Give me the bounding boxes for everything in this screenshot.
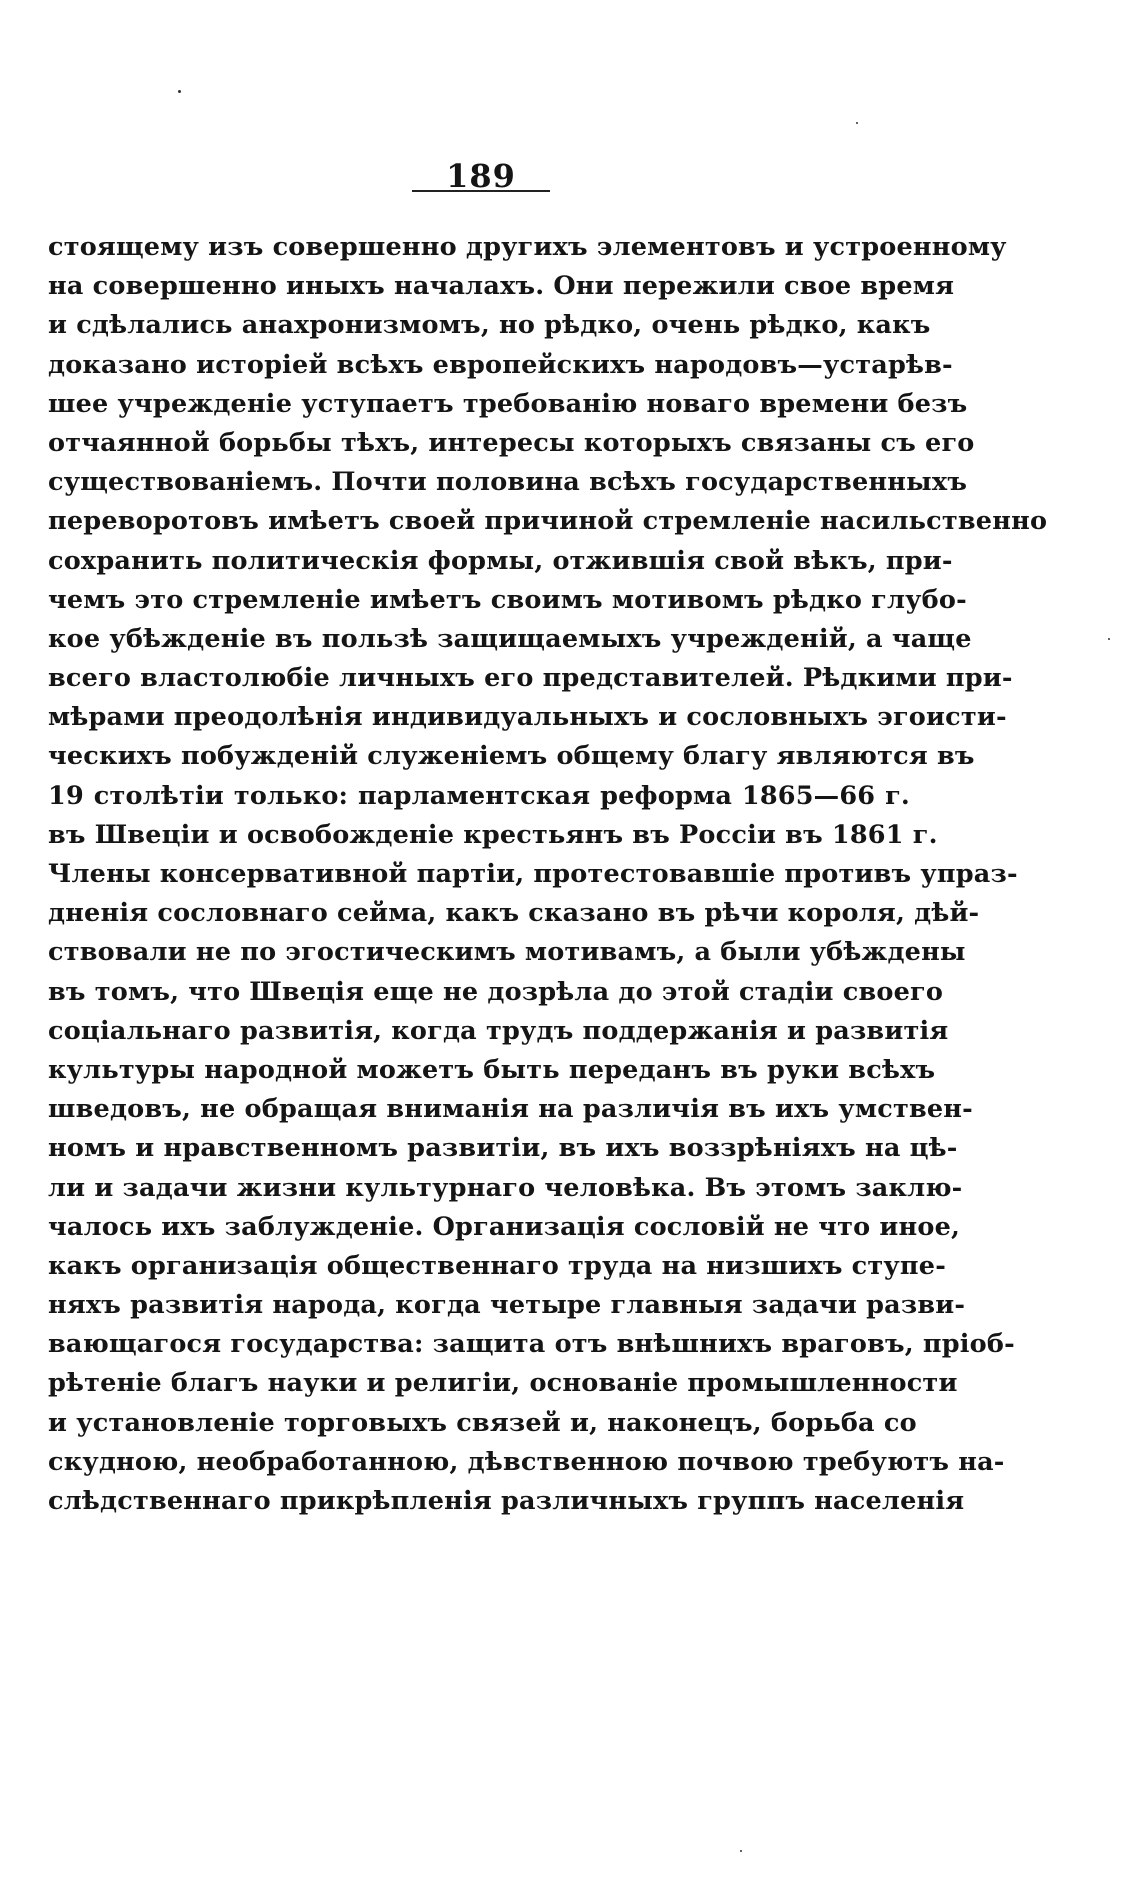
- text-line: стоящему изъ совершенно другихъ элементовъ и устроенному: [48, 232, 1007, 262]
- text-line: ческихъ побужденій служеніемъ общему благу являются въ: [48, 741, 975, 772]
- text-line: кое убѣжденіе въ пользѣ защищаемыхъ учрежденій, а чаще: [48, 623, 972, 654]
- text-line: слѣдственнаго прикрѣпленія различныхъ группъ населенія: [48, 1486, 965, 1516]
- text-line: на совершенно иныхъ началахъ. Они пережили свое время: [48, 271, 955, 302]
- text-line: мѣрами преодолѣнія индивидуальныхъ и сословныхъ эгоисти-: [48, 702, 1007, 733]
- text-line: Члены консервативной партіи, протестовавшіе противъ упраз-: [48, 859, 1018, 889]
- text-line: и сдѣлались анахронизмомъ, но рѣдко, очень рѣдко, какъ: [48, 310, 931, 341]
- text-line: шее учрежденіе уступаетъ требованію новаго времени безъ: [48, 388, 968, 419]
- text-line: номъ и нравственномъ развитіи, въ ихъ воззрѣніяхъ на цѣ-: [48, 1133, 958, 1164]
- text-line: дненія сословнаго сейма, какъ сказано въ рѣчи короля, дѣй-: [48, 898, 980, 929]
- text-line: шведовъ, не обращая вниманія на различія въ ихъ умствен-: [48, 1094, 973, 1125]
- text-line: няхъ развитія народа, когда четыре главныя задачи разви-: [48, 1290, 966, 1321]
- text-line: чалось ихъ заблужденіе. Организація сословій не что иное,: [48, 1211, 961, 1242]
- text-line: отчаянной борьбы тѣхъ, интересы которыхъ связаны съ его: [48, 427, 975, 458]
- text-line: сохранить политическія формы, отжившія свой вѣкъ, при-: [48, 545, 953, 576]
- text-line: и установленіе торговыхъ связей и, наконецъ, борьба со: [48, 1407, 917, 1438]
- scan-speck: [856, 122, 858, 124]
- scan-speck: [1108, 638, 1110, 640]
- body-text: [48, 228, 1048, 1521]
- page-number: 189: [446, 157, 516, 195]
- text-line: ствовали не по эгостическимъ мотивамъ, а были убѣждены: [48, 937, 966, 968]
- text-line: 19 столѣтіи только: парламентская реформа 1865—66 г.: [48, 780, 910, 811]
- scan-speck: [178, 90, 181, 93]
- text-line: въ томъ, что Швеція еще не дозрѣла до этой стадіи своего: [48, 976, 944, 1007]
- text-line: вающагося государства: защита отъ внѣшнихъ враговъ, пріоб-: [48, 1329, 1015, 1360]
- text-line: чемъ это стремленіе имѣетъ своимъ мотивомъ рѣдко глубо-: [48, 584, 967, 615]
- text-line: существованіемъ. Почти половина всѣхъ государственныхъ: [48, 467, 968, 498]
- text-line: ли и задачи жизни культурнаго человѣка. Въ этомъ заклю-: [48, 1172, 963, 1203]
- page-number-rule: [412, 190, 550, 192]
- text-line: соціальнаго развитія, когда трудъ поддержанія и развитія: [48, 1015, 949, 1046]
- text-line: переворотовъ имѣетъ своей причиной стремленіе насильственно: [48, 506, 1048, 537]
- text-line: скудною, необработанною, дѣвственною почвою требуютъ на-: [48, 1446, 1005, 1477]
- scan-speck: [740, 1850, 742, 1852]
- text-line: культуры народной можетъ быть переданъ въ руки всѣхъ: [48, 1054, 936, 1085]
- text-line: какъ организація общественнаго труда на низшихъ ступе-: [48, 1250, 947, 1281]
- text-line: въ Швеціи и освобожденіе крестьянъ въ Россіи въ 1861 г.: [48, 819, 938, 850]
- text-line: всего властолюбіе личныхъ его представителей. Рѣдкими при-: [48, 663, 1013, 694]
- text-line: рѣтеніе благъ науки и религіи, основаніе промышленности: [48, 1368, 958, 1399]
- text-line: доказано исторіей всѣхъ европейскихъ народовъ—устарѣв-: [48, 349, 953, 380]
